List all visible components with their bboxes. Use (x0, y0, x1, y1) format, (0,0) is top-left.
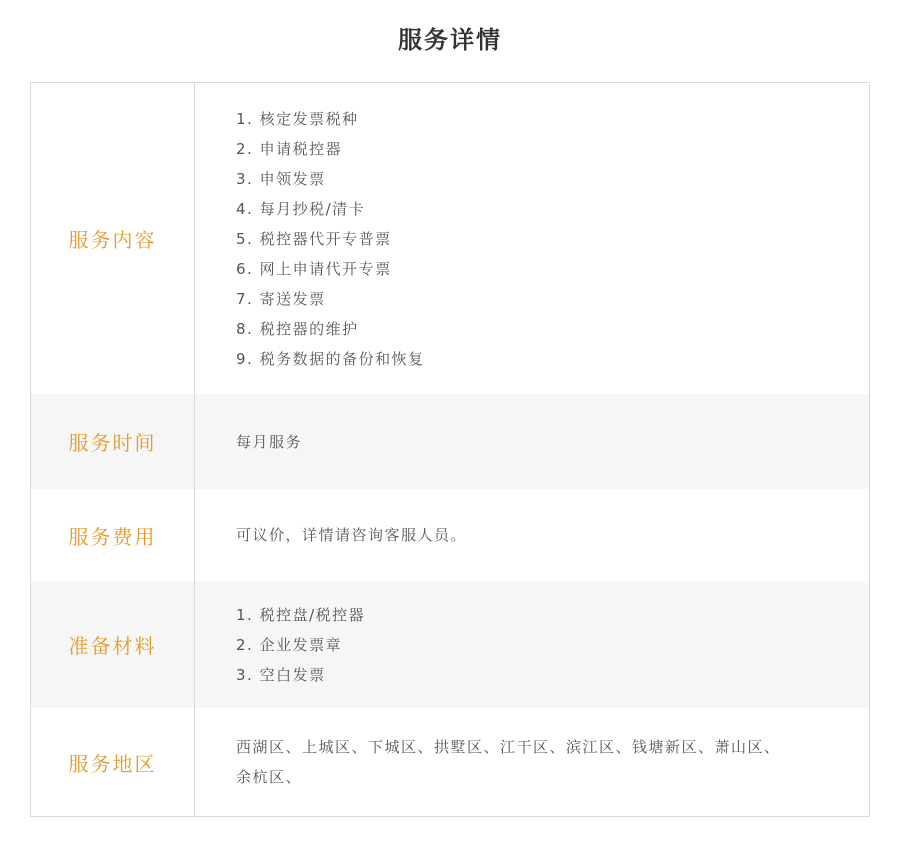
row-service-content (31, 83, 869, 394)
list-item: 8. 税控器的维护 (236, 319, 359, 338)
row-label: 服务费用 (31, 489, 195, 581)
row-service-time (31, 394, 869, 489)
list-item: 5. 税控器代开专普票 (236, 229, 392, 248)
list-item: 每月服务 (236, 432, 303, 451)
list-item: 9. 税务数据的备份和恢复 (236, 349, 425, 368)
list-item: 可议价，详情请咨询客服人员。 (236, 526, 468, 544)
list-item: 3. 申领发票 (236, 169, 326, 188)
row-value (195, 708, 869, 816)
service-detail-table (30, 82, 870, 817)
list-item: 2. 企业发票章 (236, 635, 343, 654)
list-item: 6. 网上申请代开专票 (236, 259, 392, 278)
row-service-fee (31, 489, 869, 581)
page-title: 服务详情 (398, 26, 502, 54)
row-label: 服务内容 (31, 83, 195, 394)
row-label: 准备材料 (31, 581, 195, 708)
row-value (195, 581, 869, 708)
row-value (195, 83, 869, 394)
list-item: 7. 寄送发票 (236, 289, 326, 308)
row-label: 服务时间 (31, 394, 195, 489)
list-item: 3. 空白发票 (236, 665, 326, 684)
list-item: 4. 每月抄税/清卡 (236, 199, 366, 218)
list-item: 余杭区、 (236, 768, 303, 786)
list-item: 1. 核定发票税种 (236, 109, 359, 128)
row-label: 服务地区 (31, 708, 195, 816)
list-item: 2. 申请税控器 (236, 139, 343, 158)
row-materials (31, 581, 869, 708)
row-value (195, 394, 869, 489)
list-item: 1. 税控盘/税控器 (236, 605, 366, 624)
list-item: 西湖区、上城区、下城区、拱墅区、江干区、滨江区、钱塘新区、萧山区、 (236, 738, 781, 756)
row-service-area (31, 708, 869, 816)
row-value (195, 489, 869, 581)
